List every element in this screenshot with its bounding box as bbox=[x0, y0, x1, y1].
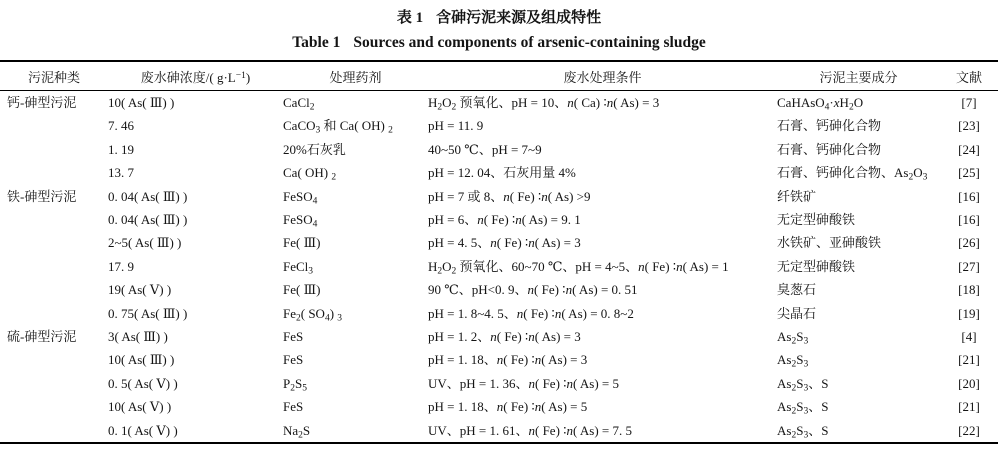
cell-conditions: pH = 4. 5、n( Fe) ∶n( As) = 3 bbox=[428, 235, 581, 251]
cell-components: 无定型砷酸铁 bbox=[777, 212, 856, 228]
cell-agent: Fe( Ⅲ) bbox=[283, 235, 321, 251]
cell-concentration: 7. 46 bbox=[108, 118, 134, 134]
cell-sludge-type: 钙-砷型污泥 bbox=[7, 95, 77, 110]
table-label-cn: 表 1 bbox=[396, 10, 424, 26]
cell-conditions: pH = 11. 9 bbox=[428, 118, 484, 134]
cell-agent: $Fe_2$( $SO_4$) $_3$ bbox=[283, 305, 343, 324]
cell-reference: [7] bbox=[961, 95, 977, 110]
cell-concentration: 10( As( Ⅲ) ) bbox=[108, 352, 175, 368]
cell-sludge-type bbox=[0, 114, 108, 137]
cell-sludge-type bbox=[0, 208, 108, 231]
cell-sludge-type bbox=[0, 419, 108, 443]
col-header-concentration: 废水砷浓度/( $g\cdot L^{-1}$) bbox=[108, 61, 283, 91]
table-row bbox=[0, 302, 998, 325]
col-header-sludge-type: 污泥种类 bbox=[0, 61, 108, 91]
table-label-en: Table 1 bbox=[292, 34, 341, 51]
cell-conditions: pH = 1. 2、n( Fe) ∶n( As) = 3 bbox=[428, 329, 581, 345]
cell-concentration: 3( As( Ⅲ) ) bbox=[108, 329, 168, 345]
cell-sludge-type bbox=[0, 231, 108, 254]
cell-components: 纤铁矿 bbox=[777, 188, 817, 204]
cell-reference: [24] bbox=[958, 141, 980, 157]
cell-sludge-type bbox=[0, 348, 108, 371]
cell-sludge-type bbox=[0, 255, 108, 278]
cell-concentration: 13. 7 bbox=[108, 165, 134, 181]
cell-components: $As_2S_3$、S bbox=[777, 399, 829, 417]
cell-components: $As_2S_3$、S bbox=[777, 375, 829, 394]
cell-concentration: 10( As( Ⅴ) ) bbox=[108, 399, 172, 415]
cell-agent: $Na_2S$ bbox=[283, 422, 311, 441]
col-header-agent: 处理药剂 bbox=[283, 61, 428, 91]
cell-sludge-type: 硫-砷型污泥 bbox=[7, 329, 77, 345]
cell-reference: [19] bbox=[958, 305, 980, 321]
table-row bbox=[0, 325, 998, 348]
cell-conditions: 40~50 ℃、pH = 7~9 bbox=[428, 141, 542, 157]
cell-conditions: $H_2O_2$ 预氧化、60~70 ℃、pH = 4~5、n( Fe) ∶n( As) = 1 bbox=[428, 258, 729, 277]
cell-components: $As_2S_3$ bbox=[777, 329, 809, 347]
cell-conditions: UV、pH = 1. 61、n( Fe) ∶n( As) = 7. 5 bbox=[428, 422, 633, 438]
cell-reference: [18] bbox=[958, 282, 980, 298]
col-header-reference: 文献 bbox=[940, 61, 998, 91]
cell-agent: FeS bbox=[283, 399, 304, 415]
cell-conditions: pH = 1. 18、n( Fe) ∶n( As) = 5 bbox=[428, 399, 588, 415]
col-header-conditions: 废水处理条件 bbox=[428, 61, 777, 91]
cell-concentration: 10( As( Ⅲ) ) bbox=[108, 95, 175, 110]
table-row bbox=[0, 278, 998, 301]
cell-agent: CaCl$_2$ bbox=[283, 95, 315, 113]
table-row bbox=[0, 419, 998, 443]
table-header-row bbox=[0, 61, 998, 91]
cell-reference: [16] bbox=[958, 212, 980, 228]
cell-reference: [26] bbox=[958, 235, 980, 251]
cell-conditions: pH = 7 或 8、n( Fe) ∶n( As) >9 bbox=[428, 188, 591, 204]
cell-components: 水铁矿、亚砷酸铁 bbox=[777, 235, 882, 251]
cell-concentration: 0. 1( As( Ⅴ) ) bbox=[108, 422, 178, 438]
cell-components: $As_2S_3$、S bbox=[777, 422, 829, 441]
cell-reference: [16] bbox=[958, 188, 980, 204]
cell-components: 石膏、钙砷化合物、$As_2O_3$ bbox=[777, 165, 928, 183]
cell-concentration: 2~5( As( Ⅲ) ) bbox=[108, 235, 182, 251]
cell-agent: CaCO$_3$ 和 Ca( OH) $_2$ bbox=[283, 118, 393, 136]
table-row bbox=[0, 138, 998, 161]
cell-agent: $P_2S_5$ bbox=[283, 375, 307, 394]
cell-sludge-type bbox=[0, 302, 108, 325]
cell-agent: FeS bbox=[283, 329, 304, 345]
cell-conditions: pH = 1. 8~4. 5、n( Fe) ∶n( As) = 0. 8~2 bbox=[428, 305, 634, 321]
cell-components: $As_2S_3$ bbox=[777, 352, 809, 370]
cell-sludge-type bbox=[0, 395, 108, 418]
table-row bbox=[0, 231, 998, 254]
table-row bbox=[0, 372, 998, 395]
cell-conditions: pH = 12. 04、石灰用量 4% bbox=[428, 165, 576, 181]
cell-reference: [22] bbox=[958, 422, 980, 438]
cell-components: 石膏、钙砷化合物 bbox=[777, 118, 882, 134]
table-body bbox=[0, 91, 998, 444]
cell-reference: [23] bbox=[958, 118, 980, 134]
cell-sludge-type bbox=[0, 161, 108, 184]
cell-components: $CaHAsO_4\cdot xH_2O$ bbox=[777, 95, 864, 113]
cell-sludge-type bbox=[0, 138, 108, 161]
arsenic-sludge-table bbox=[0, 60, 998, 444]
cell-concentration: 0. 04( As( Ⅲ) ) bbox=[108, 188, 188, 204]
cell-reference: [4] bbox=[961, 329, 977, 345]
cell-agent: FeSO$_4$ bbox=[283, 212, 318, 230]
cell-conditions: pH = 6、n( Fe) ∶n( As) = 9. 1 bbox=[428, 212, 581, 228]
table-row bbox=[0, 91, 998, 115]
table-title-chinese bbox=[0, 7, 998, 30]
cell-agent: 20%石灰乳 bbox=[283, 141, 346, 157]
table-row bbox=[0, 208, 998, 231]
cell-concentration: 17. 9 bbox=[108, 258, 134, 274]
table-row bbox=[0, 161, 998, 184]
cell-sludge-type bbox=[0, 278, 108, 301]
cell-conditions: $H_2O_2$ 预氧化、pH = 10、n( Ca) ∶n( As) = 3 bbox=[428, 95, 660, 113]
table-row bbox=[0, 255, 998, 278]
cell-agent: FeS bbox=[283, 352, 304, 368]
cell-conditions: pH = 1. 18、n( Fe) ∶n( As) = 3 bbox=[428, 352, 588, 368]
cell-concentration: 0. 04( As( Ⅲ) ) bbox=[108, 212, 188, 228]
cell-concentration: 19( As( Ⅴ) ) bbox=[108, 282, 172, 298]
cell-agent: Fe( Ⅲ) bbox=[283, 282, 321, 298]
table-row bbox=[0, 185, 998, 208]
cell-reference: [21] bbox=[958, 352, 980, 368]
table-row bbox=[0, 395, 998, 418]
table-row bbox=[0, 348, 998, 371]
cell-sludge-type: 铁-砷型污泥 bbox=[7, 188, 77, 204]
table-header bbox=[0, 61, 998, 91]
cell-components: 臭葱石 bbox=[777, 282, 817, 298]
cell-components: 无定型砷酸铁 bbox=[777, 258, 856, 274]
table-row bbox=[0, 114, 998, 137]
cell-reference: [20] bbox=[958, 375, 980, 391]
cell-agent: FeCl$_3$ bbox=[283, 258, 314, 277]
cell-components: 尖晶石 bbox=[777, 305, 817, 321]
cell-components: 石膏、钙砷化合物 bbox=[777, 141, 882, 157]
cell-reference: [27] bbox=[958, 258, 980, 274]
table-title-text-en: Sources and components of arsenic-containing sludge bbox=[353, 34, 706, 51]
cell-concentration: 0. 75( As( Ⅲ) ) bbox=[108, 305, 188, 321]
cell-sludge-type bbox=[0, 372, 108, 395]
cell-concentration: 0. 5( As( Ⅴ) ) bbox=[108, 375, 178, 391]
cell-concentration: 1. 19 bbox=[108, 141, 134, 157]
cell-reference: [21] bbox=[958, 399, 980, 415]
col-header-components: 污泥主要成分 bbox=[777, 61, 940, 91]
cell-agent: Ca( OH) $_2$ bbox=[283, 165, 337, 183]
table-title-text-cn: 含砷污泥来源及组成特性 bbox=[436, 10, 602, 26]
cell-reference: [25] bbox=[958, 165, 980, 181]
table-title-english bbox=[0, 30, 998, 56]
cell-conditions: UV、pH = 1. 36、n( Fe) ∶n( As) = 5 bbox=[428, 375, 620, 391]
cell-agent: FeSO$_4$ bbox=[283, 188, 318, 207]
cell-conditions: 90 ℃、pH<0. 9、n( Fe) ∶n( As) = 0. 51 bbox=[428, 282, 638, 298]
